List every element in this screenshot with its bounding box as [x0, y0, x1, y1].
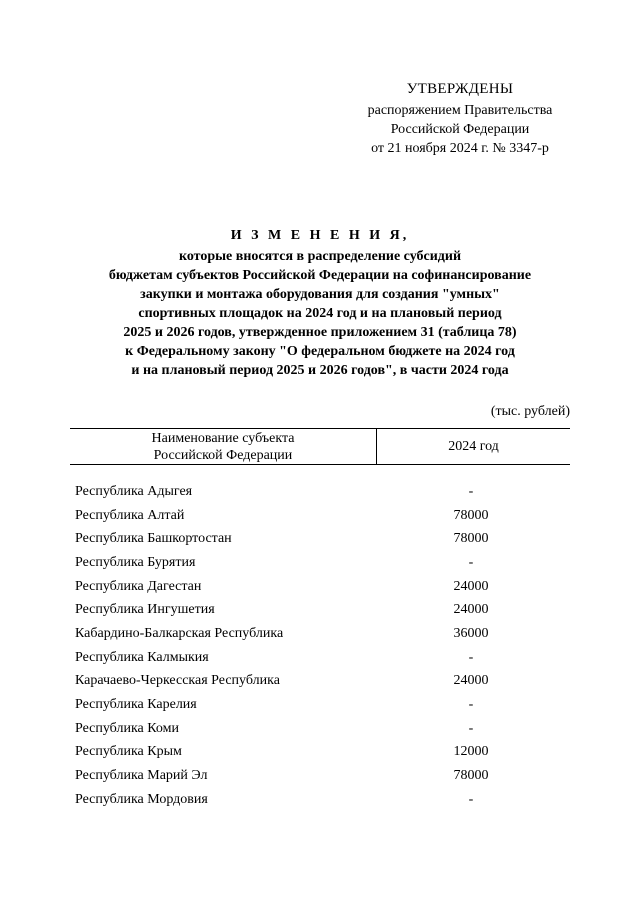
- region-value: -: [468, 649, 474, 665]
- approval-line-1: распоряжением Правительства: [367, 103, 553, 118]
- table-row: [75, 504, 570, 528]
- title-line: которые вносятся в распределение субсидий: [178, 249, 462, 264]
- region-value: -: [468, 791, 474, 807]
- region-name: Карачаево-Черкесская Республика: [75, 673, 280, 689]
- table-row: [75, 598, 570, 622]
- region-value: 78000: [453, 531, 489, 547]
- title-main: И З М Е Н Е Н И Я,: [230, 228, 410, 243]
- table-row: [75, 670, 570, 694]
- approval-heading: УТВЕРЖДЕНЫ: [406, 81, 514, 97]
- region-name: Республика Башкортостан: [75, 531, 232, 547]
- table-header: [70, 428, 570, 465]
- region-name: Республика Адыгея: [75, 483, 193, 499]
- region-value: 78000: [453, 507, 489, 523]
- table-row: [75, 717, 570, 741]
- table-row: [75, 551, 570, 575]
- header-name-line-2: Российской Федерации: [153, 447, 293, 463]
- table-row: [75, 575, 570, 599]
- region-value: 36000: [453, 625, 489, 641]
- region-value: 24000: [453, 602, 489, 618]
- region-name: Республика Дагестан: [75, 578, 202, 594]
- table-row: [75, 764, 570, 788]
- title-line: 2025 и 2026 годов, утвержденное приложением 31 (таблица 78): [123, 325, 517, 340]
- region-name: Республика Карелия: [75, 697, 197, 713]
- header-year: 2024 год: [448, 439, 499, 454]
- table-row: [75, 527, 570, 551]
- region-value: 78000: [453, 768, 489, 784]
- region-value: -: [468, 554, 474, 570]
- table-body: [75, 480, 570, 812]
- table-row: [75, 741, 570, 765]
- region-value: -: [468, 483, 474, 499]
- region-value: 24000: [453, 673, 489, 689]
- region-name: Республика Алтай: [75, 507, 185, 523]
- region-name: Республика Калмыкия: [75, 649, 209, 665]
- approval-line-2: Российской Федерации: [390, 122, 530, 137]
- title-line: к Федеральному закону "О федеральном бюджете на 2024 год: [125, 344, 515, 359]
- table-row: [75, 788, 570, 812]
- header-region-name: [70, 429, 377, 464]
- region-name: Республика Коми: [75, 720, 179, 736]
- header-name-line-1: Наименование субъекта: [151, 430, 295, 446]
- document-title: [60, 226, 580, 380]
- table-row: [75, 480, 570, 504]
- approval-line-3: от 21 ноября 2024 г. № 3347-р: [371, 141, 549, 156]
- region-name: Республика Ингушетия: [75, 602, 215, 618]
- title-line: бюджетам субъектов Российской Федерации на софинансирование: [108, 268, 532, 283]
- region-name: Республика Марий Эл: [75, 768, 208, 784]
- approval-block: [340, 80, 580, 158]
- title-line: закупки и монтажа оборудования для создания "умных": [140, 287, 500, 302]
- region-value: -: [468, 720, 474, 736]
- region-name: Кабардино-Балкарская Республика: [75, 625, 284, 641]
- region-value: 12000: [453, 744, 489, 760]
- title-line: и на плановый период 2025 и 2026 годов", в части 2024 года: [131, 363, 509, 378]
- region-name: Республика Мордовия: [75, 791, 208, 807]
- region-value: -: [468, 697, 474, 713]
- region-value: 24000: [453, 578, 489, 594]
- table-row: [75, 693, 570, 717]
- table-row: [75, 646, 570, 670]
- table-row: [75, 622, 570, 646]
- region-name: Республика Крым: [75, 744, 182, 760]
- units-label: (тыс. рублей): [490, 404, 570, 419]
- title-line: спортивных площадок на 2024 год и на плановый период: [138, 306, 502, 321]
- region-name: Республика Бурятия: [75, 554, 196, 570]
